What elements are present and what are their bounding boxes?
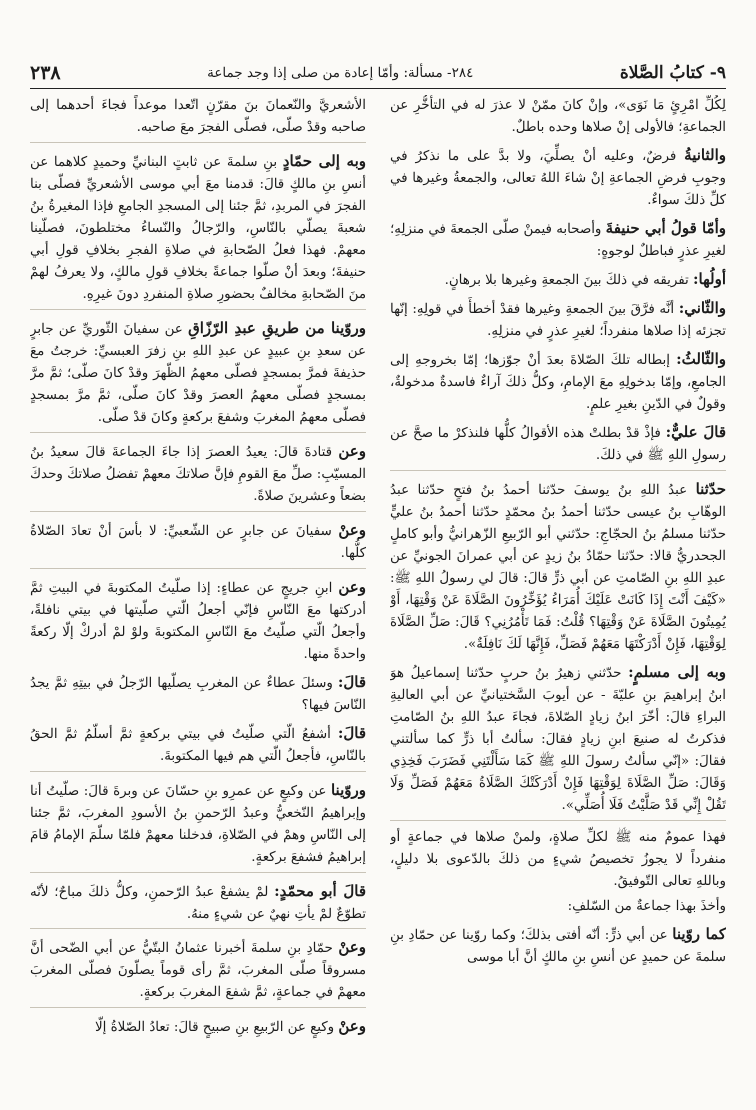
paragraph-text: أنَّه فرَّقَ بينَ الجمعةِ وغيرها فقدْ أخطأَ في قولِهِ: إنّها تجزئه إذا صلاها منفرداً؛ لغيرِ عذرٍ في منزلِهِ. [390, 301, 726, 339]
paragraph [390, 420, 726, 471]
paragraph-lead: وأمّا قولُ أبي حنيفةَ [605, 218, 726, 237]
left-column [30, 95, 366, 1090]
paragraph-lead: والثّاني: [678, 298, 726, 317]
paragraph-lead: وعن [338, 577, 366, 596]
paragraph [30, 1014, 366, 1039]
paragraph-lead: أولُها: [692, 269, 726, 288]
paragraph [390, 143, 726, 212]
paragraph-text: عن سفيانَ الثّوريِّ عن جابرٍ عن سعدِ بنِ عبيدٍ عن عبدِ اللهِ بنِ زفرَ العبسيِّ: خرجتُ معَ حذيفةَ فمرَّ بمسجدٍ فصلّى معهمُ الظّهرَ وقدْ كانَ صلّى؛ ثمَّ مرَّ بمسجدٍ فصلّى معهمُ العصرَ وقدْ كانَ صلّى، ثمَّ مرَّ بمسجدٍ فصلّى معهمُ المغربَ وشفعَ بركعةٍ وكانَ قدْ صلّى. [30, 321, 366, 425]
paragraph-lead: قالَ عليٌّ: [665, 422, 726, 441]
paragraph-lead: والثانيةُ [684, 145, 726, 164]
paragraph-lead: وعنْ [338, 520, 366, 539]
paragraph [30, 778, 366, 873]
paragraph-text: وأصحابه فيمنْ صلّى الجمعةَ في منزلِهِ؛ لغيرِ عذرٍ فباطلٌ لوجوهٍ: [390, 221, 726, 259]
paragraph [30, 721, 366, 772]
paragraph [30, 316, 366, 433]
paragraph-text: وكيعٍ عن الرّبيعِ بنِ صبيحٍ قالَ: تعادُ الصّلاةُ إلّا [95, 1020, 339, 1036]
paragraph [30, 670, 366, 717]
paragraph [30, 439, 366, 512]
paragraph-text: سفيانَ عن جابرٍ عن الشّعبيِّ: لا بأسَ أنْ تعادَ الصّلاةُ كلُّها. [30, 523, 366, 561]
running-title: ٢٨٤- مسألة: وأمّا إعادة من صلى إذا وجد جماعة [207, 65, 474, 81]
paragraph-lead: وبه إلى حمّادٍ [282, 151, 366, 170]
paragraph-lead: قالَ أبو محمّدٍ: [274, 881, 366, 900]
paragraph-text: حدّثني زهيرُ بنُ حربٍ حدّثنا إسماعيلُ هوَ ابنُ إبراهيمَ بنِ عليّةَ - عن أيوبَ السَّختيانيِّ عن أبي العاليةِ البراءِ قالَ: أخّرَ ابنُ زيادٍ الصّلاةَ، فجاءَ عبدُ اللهِ بنُ الصّامتِ فذكرتُ له صنيعَ ابنِ زيادٍ فقالَ: سألتُ أبا ذرٍّ كما سألتني فقالَ: «إنّي سألتُ رسولَ اللهِ ﷺ كَمَا سَأَلْتَنِي فَضَرَبَ فَخِذِي وَقَالَ: صَلِّ الصَّلَاةَ لِوَقْتِهَا فَإِنْ أَدْرَكَتْكَ الصَّلَاةُ مَعَهُمْ فَصَلِّ وَلَا تَقُلْ إِنِّي قَدْ صَلَّيْتُ فَلَا أُصَلِّي». [390, 665, 726, 813]
paragraph-lead: حدّثنا [695, 479, 726, 498]
paragraph-text: فإذْ قدْ بطلتْ هذه الأقوالُ كلُّها فلنذكرْ ما صحَّ عن رسولِ اللهِ ﷺ في ذلكَ. [390, 425, 726, 463]
paragraph-text: عن أبي ذرٍّ: أنّه أفتى بذلكَ؛ وكما روّينا عن حمّادِ بنِ سلمةَ عن حميدٍ عن أنسِ بنِ مالكٍ أنَّ أبا موسى [390, 928, 726, 966]
paragraph-text: فرضٌ، وعليه أنْ يصلِّيَ، ولا بدَّ على ما نذكرُ في وجوبِ فرضِ الجماعةِ إنْ شاءَ اللهُ تعالى، والجمعةُ وغيرها في كلِّ ذلكَ سواءٌ. [390, 148, 726, 208]
paragraph-text: عبدُ اللهِ بنُ يوسفَ حدّثنا أحمدُ بنُ فتحٍ حدّثنا عبدُ الوهّابِ بنُ عيسى حدّثنا أحمدُ بنُ محمّدٍ حدّثنا أحمدُ بنُ عليٍّ حدّثنا مسلمُ بنُ الحجّاجِ: حدّثني أبو الرّبيعِ الزّهرانيُّ وأبو كاملٍ الجحدريُّ قالا: حدّثنا حمّادُ بنُ زيدٍ عن أبي عمرانَ الجونيِّ عن عبدِ اللهِ بنِ الصّامتِ عن أبي ذرٍّ قالَ: قالَ لي رسولُ اللهِ ﷺ: «كَيْفَ أَنْتَ إِذَا كَانَتْ عَلَيْكَ أُمَرَاءُ يُؤَخِّرُونَ الصَّلَاةَ عَنْ وَقْتِهَا، أَوْ يُمِيتُونَ الصَّلَاةَ عَنْ وَقْتِهَا؟ قُلْتُ: فَمَا تَأْمُرُنِي؟ قَالَ: صَلِّ الصَّلَاةَ لِوَقْتِهَا، فَإِنْ أَدْرَكْتَهَا مَعَهُمْ فَصَلِّ، فَإِنَّهَا لَكَ نَافِلَةٌ». [390, 482, 726, 652]
paragraph [390, 922, 726, 969]
chapter-title: ٩- كتابُ الصَّلاة [619, 63, 726, 83]
paragraph-lead: كما روّينا [672, 925, 726, 944]
paragraph-text: ابنِ جريجٍ عن عطاءٍ: إذا صلّيتُ المكتوبةَ في البيتِ ثمَّ أدركتها معَ النّاسِ فإنّي أجعلُ الّتي صلّيتها في بيتي نافلةً، وأجعلُ الّتي صلّيتُ معَ النّاسِ المكتوبةَ ولوْ لمْ أدركْ إلّا ركعةً واحدةً منها. [30, 580, 366, 662]
paragraph [390, 896, 726, 918]
paragraph [390, 347, 726, 416]
paragraph-text: فهذا عمومٌ منه ﷺ لكلِّ صلاةٍ، ولمنْ صلاها في جماعةٍ أو منفرداً لا يجوزُ تخصيصُ شيءٍ من ذلكَ بالدّعوى بلا دليلٍ، وباللهِ تعالى التّوفيقُ. [390, 829, 726, 889]
paragraph-lead: وروّينا من طريقِ عبدِ الرّزّاقِ [188, 318, 366, 337]
paragraph-text: عن وكيعٍ عن عمرِو بنِ حسّانَ عن وبرةَ قالَ: صلّيتُ أنا وإبراهيمُ النّخعيُّ وعبدُ الرّحمنِ بنُ الأسودِ المغربَ، ثمَّ جئنا إلى النّاسِ وهمْ في الصّلاةِ، فدخلنا معهمْ فلمّا سلّمَ الإمامُ قامَ إبراهيمُ فشفعَ بركعةٍ. [30, 783, 366, 865]
paragraph [390, 216, 726, 263]
paragraph-lead: وعنْ [338, 1017, 366, 1036]
paragraph-lead: والثّالثُ: [676, 349, 726, 368]
paragraph-text: الأشعريَّ والنّعمانَ بنَ مقرّنٍ اتّعدا موعداً فجاءَ أحدهما إلى صاحبه وقدْ صلّى، فصلّى الفجرَ معَ صاحبه. [30, 98, 366, 135]
paragraph [390, 827, 726, 893]
paragraph [30, 518, 366, 569]
page-number: ٢٣٨ [30, 62, 61, 84]
paragraph-text: بنِ سلمةَ عن ثابتٍ البنانيِّ وحميدٍ كلاهما عن أنسِ بنِ مالكٍ قالَ: قدمنا معَ أبي موسى الأشعريِّ فصلّى بنا الفجرَ في المربدِ، ثمَّ جئنا إلى المسجدِ الجامعِ فإذا المغيرةُ بنُ شعبةَ يصلّي بالنّاسِ، والرّجالُ والنّساءُ مختلطونَ، فصلّينا معهمْ. فهذا فعلُ الصّحابةِ في صلاةِ الفجرِ بخلافِ قولِ أبي حنيفةَ؛ وبعدَ أنْ صلّوا جماعةً بخلافِ قولِ مالكٍ، ولا يعرفُ لهمْ منَ الصّحابةِ مخالفٌ بحضورِ صلاةِ المنفردِ دونَ غيرِهِ. [30, 154, 366, 302]
paragraph-lead: قالَ: [337, 672, 366, 691]
paragraph-lead: وروّينا [330, 780, 366, 799]
paragraph [390, 660, 726, 821]
paragraph [390, 296, 726, 343]
paragraph-text: وسئلَ عطاءٌ عن المغربِ يصلّيها الرّجلُ في بيتِهِ ثمَّ يجدُ النّاسَ فيها؟ [30, 675, 366, 713]
paragraph-lead: وبه إلى مسلمٍ: [628, 662, 726, 681]
paragraph-text: وأخذَ بهذا جماعةٌ من السّلفِ: [567, 899, 726, 915]
page-header [30, 58, 726, 89]
paragraph [390, 477, 726, 656]
paragraph-text: إبطاله تلكَ الصّلاةَ بعدَ أنْ جوّزها؛ إمّا بخروجهِ إلى الجامعِ، وإمّا بدخولِهِ معَ الإمامِ، وكلُّ ذلكَ آراءٌ فاسدةٌ مدخولةٌ، وقولٌ في الدّينِ بغيرِ علمٍ. [390, 352, 726, 412]
paragraph [30, 935, 366, 1008]
paragraph [390, 267, 726, 292]
paragraph [30, 879, 366, 930]
paragraph-text: تفريقه في ذلكَ بينَ الجمعةِ وغيرها بلا برهانٍ. [444, 272, 693, 288]
paragraph-text: أشفعُ الّتي صلّيتُ في بيتي بركعةٍ ثمَّ أسلّمُ ثمَّ الحقُ بالنّاسِ، فأجعلُ الّتي هم فيها المكتوبةَ. [30, 726, 366, 764]
right-column [390, 95, 726, 1090]
paragraph-lead: وعن [338, 441, 366, 460]
paragraph [30, 95, 366, 143]
paragraph [30, 149, 366, 310]
paragraph-lead: قالَ: [337, 723, 366, 742]
paragraph-text: لمْ يشفعْ عبدُ الرّحمنِ، وكلُّ ذلكَ مباحٌ؛ لأنّه تطوّعٌ لمْ يأتِ نهيٌ عن شيءٍ منهُ. [30, 884, 366, 922]
text-columns [30, 95, 726, 1090]
paragraph [30, 575, 366, 666]
paragraph-text: قتادةَ قالَ: يعيدُ العصرَ إذا جاءَ الجماعةَ قالَ سعيدُ بنُ المسيّبِ: صلِّ معَ القومِ فإنَّ صلاتكَ معهمْ تفضلُ صلاتكَ وحدكَ بضعاً وعشرينَ صلاةً. [30, 444, 366, 504]
paragraph [390, 95, 726, 139]
paragraph-text: لِكُلِّ امْرِئٍ مَا نَوَى»، وإنْ كانَ ممّنْ لا عذرَ له في التأخُّرِ عن الجماعةِ؛ فالأولى إنْ صلاها وحده باطلٌ. [390, 98, 726, 135]
paragraph-lead: وعنْ [338, 938, 366, 957]
paragraph-text: حمّادِ بنِ سلمةَ أخبرنا عثمانُ البتّيُّ عن أبي الضّحى أنَّ مسروقاً صلّى المغربَ، ثمَّ رأى قوماً يصلّونَ فصلّى المغربَ معهمْ في جماعةٍ، ثمَّ شفعَ المغربَ بركعةٍ. [30, 941, 366, 1001]
